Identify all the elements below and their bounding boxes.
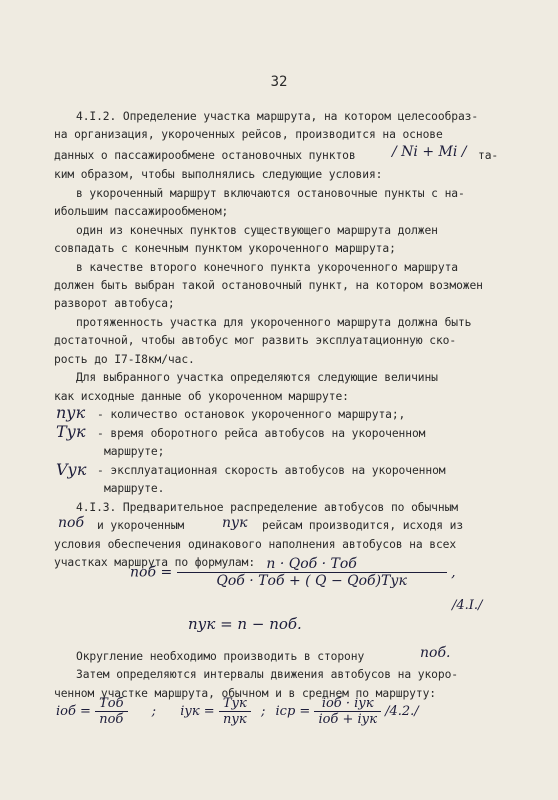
text-line: протяженность участка для укороченного маршрута должна быть: [76, 316, 472, 329]
text-line: Округление необходимо производить в сторону: [76, 650, 365, 663]
formula-i-uk-lhs: iук =: [180, 704, 215, 719]
text-line: в укороченный маршрут включаются остановочные пункты с на-: [76, 187, 465, 200]
formula-i-ob-lhs: iоб =: [56, 704, 91, 719]
handwritten-ni-mi: / Ni + Mi /: [392, 144, 467, 160]
fraction-denominator: iоб + iук: [314, 711, 381, 727]
text-line: - эксплуатационная скорость автобусов на укороченном: [97, 464, 446, 477]
text-line: 4.I.3. Предварительное распределение автобусов по обычным: [76, 501, 458, 514]
formula-i-cp-fraction: [314, 696, 381, 727]
text-line: ибольшим пассажирообменом;: [54, 205, 229, 218]
text-line: один из конечных пунктов существующего маршрута должен: [76, 224, 438, 237]
text-line: как исходные данные об укороченном маршруте:: [54, 390, 349, 403]
formula-lhs: nоб =: [130, 564, 173, 581]
text-line: и укороченным: [97, 519, 185, 532]
formula-ref-4-1: /4.I./: [452, 598, 483, 613]
page-number: 32: [270, 74, 288, 90]
text-line: маршруте.: [104, 482, 165, 495]
text-line: ким образом, чтобы выполнялись следующие условия:: [54, 168, 383, 181]
text-line: рейсам производится, исходя из: [262, 519, 464, 532]
text-line: - время оборотного рейса автобусов на укороченном: [97, 427, 426, 440]
formula-i-cp-lhs: iср =: [275, 704, 311, 719]
text-line: Для выбранного участка определяются следующие величины: [76, 371, 438, 384]
text-line: в качестве второго конечного пункта укороченного маршрута: [76, 261, 458, 274]
text-line: 4.I.2. Определение участка маршрута, на котором целесообраз-: [76, 110, 479, 123]
formula-n-uk: nук = n − nоб.: [188, 615, 302, 633]
formula-denominator: Qоб · Tоб + ( Q − Qоб)Tук: [177, 572, 447, 589]
text-line: ченном участке маршрута, обычном и в среднем по маршруту:: [54, 687, 436, 700]
text-line: совпадать с конечным пунктом укороченного маршрута;: [54, 242, 396, 255]
text-line: на организация, укороченных рейсов, производится на основе: [54, 128, 443, 141]
handwritten-v-uk-symbol: Vук: [56, 460, 87, 479]
formula-comma: ,: [451, 564, 456, 581]
formula-i-uk-fraction: [219, 696, 251, 727]
text-line: должен быть выбран такой остановочный пункт, на котором возможен: [54, 279, 483, 292]
text-fragment: та-: [478, 149, 499, 162]
formula-numerator: n · Qоб · Tоб: [266, 556, 357, 572]
text-line: - количество остановок укороченного маршрута;,: [97, 408, 406, 421]
handwritten-n-ob: nоб: [58, 515, 84, 531]
fraction-numerator: Tоб: [99, 696, 124, 711]
handwritten-n-uk-symbol: nук: [56, 403, 86, 422]
text-line: участках маршрута по формулам:: [54, 556, 256, 569]
text-line: данных о пассажирообмене остановочных пунктов: [54, 149, 356, 162]
formula-4-1: [130, 556, 456, 589]
fraction-numerator: Tук: [222, 696, 247, 711]
text-line: достаточной, чтобы автобус мог развить эксплуатационную ско-: [54, 334, 457, 347]
semicolon: ;: [151, 704, 157, 719]
handwritten-t-uk-symbol: Tук: [56, 422, 86, 441]
formula-fraction: [177, 556, 447, 589]
text-line: разворот автобуса;: [54, 297, 175, 310]
formula-i-ob-fraction: [95, 696, 127, 727]
text-line: рость до I7-I8км/час.: [54, 353, 195, 366]
text-line: маршруте;: [104, 445, 165, 458]
fraction-denominator: nоб: [95, 711, 127, 727]
fraction-numerator: iоб · iук: [321, 696, 374, 711]
text-line: условия обеспечения одинакового наполнения автобусов на всех: [54, 538, 457, 551]
formula-ref-4-2: /4.2./: [385, 704, 419, 719]
handwritten-round-symbol: nоб.: [420, 645, 451, 661]
handwritten-n-uk: nук: [222, 515, 248, 531]
formula-4-2: [56, 696, 419, 727]
semicolon: ;: [260, 704, 266, 719]
fraction-denominator: nук: [219, 711, 251, 727]
text-line: Затем определяются интервалы движения автобусов на укоро-: [76, 668, 458, 681]
